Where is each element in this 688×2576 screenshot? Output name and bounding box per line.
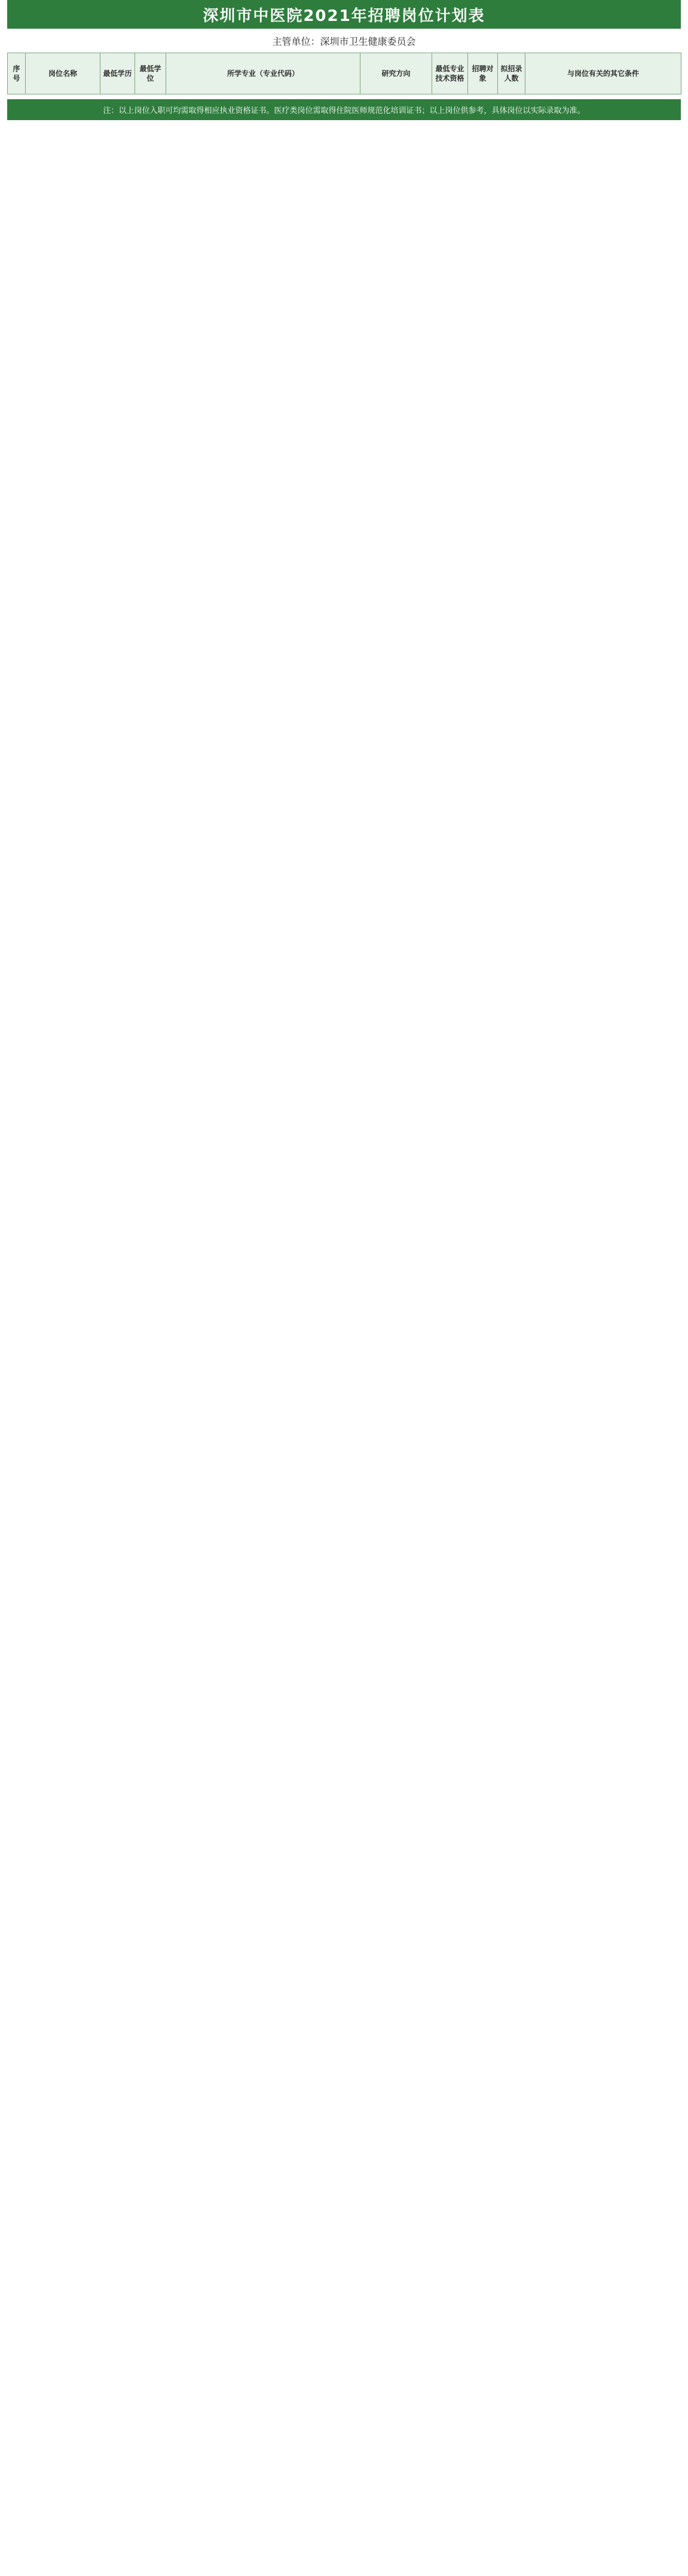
header-major: 所学专业（专业代码） (166, 53, 360, 94)
supervising-unit: 主管单位：深圳市卫生健康委员会 (272, 35, 416, 47)
header-title-req: 最低专业技术资格 (432, 53, 468, 94)
header-seq: 序号 (8, 53, 26, 94)
recruitment-table (7, 53, 681, 94)
header-post: 岗位名称 (26, 53, 100, 94)
table-header-row (8, 53, 681, 94)
header-count: 拟招录人数 (498, 53, 525, 94)
header-target: 招聘对象 (468, 53, 498, 94)
header-degree: 最低学位 (135, 53, 166, 94)
page-title: 深圳市中医院2021年招聘岗位计划表 (7, 0, 681, 29)
header-direction: 研究方向 (360, 53, 432, 94)
footer-note: 注：以上岗位入职可均需取得相应执业资格证书。医疗类岗位需取得住院医师规范化培训证书；以上岗位供参考，具体岗位以实际录取为准。 (7, 99, 681, 120)
header-other: 与岗位有关的其它条件 (525, 53, 681, 94)
header-edu: 最低学历 (100, 53, 135, 94)
